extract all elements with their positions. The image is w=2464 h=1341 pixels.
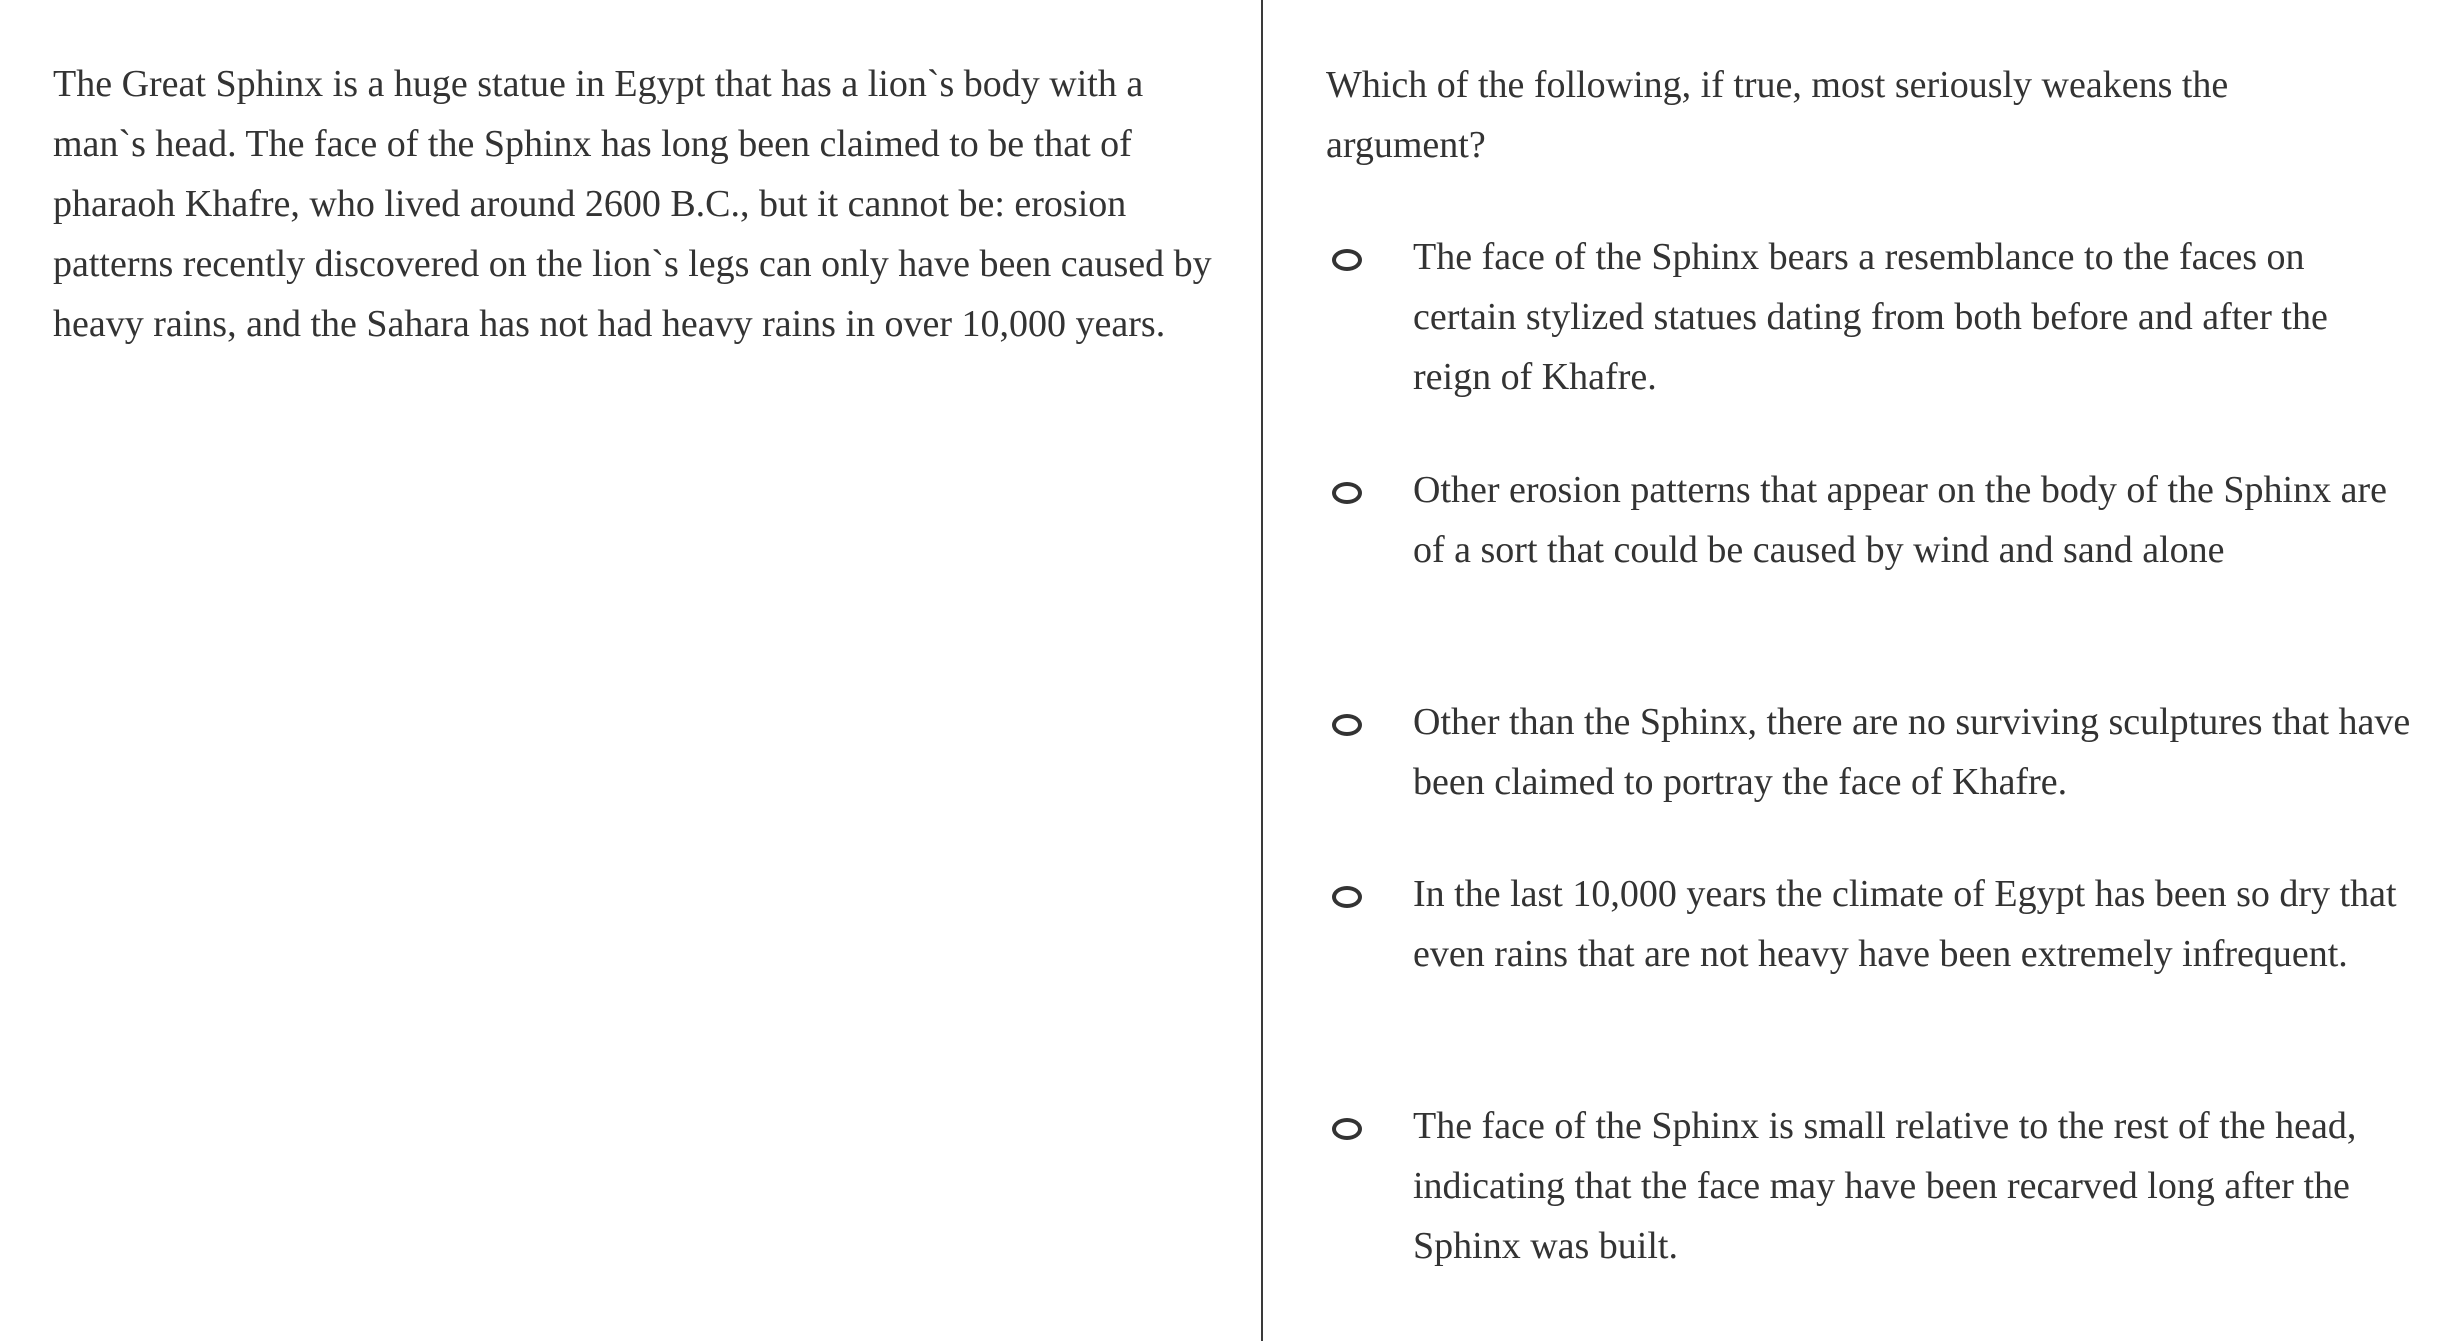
answer-choice-a-label: The face of the Sphinx bears a resemblance to the faces on certain stylized statues dating from both before and after the reign of Khafre.	[1413, 236, 2328, 398]
question-stem: Which of the following, if true, most seriously weakens the argument?	[1326, 64, 2229, 166]
radio-button-icon[interactable]	[1332, 1118, 1362, 1140]
answer-choice-b-label: Other erosion patterns that appear on the body of the Sphinx are of a sort that could be caused by wind and sand alone	[1413, 469, 2387, 571]
passage-text: The Great Sphinx is a huge statue in Egypt that has a lion`s body with a man`s head. The face of the Sphinx has long been claimed to be that of pharaoh Khafre, who lived around 2600 B.C., but it cannot be: erosion patterns recently discovered on the lion`s legs can only have been caused by heavy rains, and the Sahara has not had heavy rains in over 10,000 years.	[53, 63, 1212, 345]
question-pane	[1263, 0, 2464, 1341]
radio-button-icon[interactable]	[1332, 714, 1362, 736]
answer-choice-d-label: In the last 10,000 years the climate of Egypt has been so dry that even rains that are not heavy have been extremely infrequent.	[1413, 873, 2397, 975]
radio-button-icon[interactable]	[1332, 249, 1362, 271]
answer-choice-c-label: Other than the Sphinx, there are no surviving sculptures that have been claimed to portray the face of Khafre.	[1413, 701, 2411, 803]
radio-button-icon[interactable]	[1332, 886, 1362, 908]
answer-choice-e-label: The face of the Sphinx is small relative to the rest of the head, indicating that the face may have been recarved long after the Sphinx was built.	[1413, 1105, 2357, 1267]
radio-button-icon[interactable]	[1332, 482, 1362, 504]
